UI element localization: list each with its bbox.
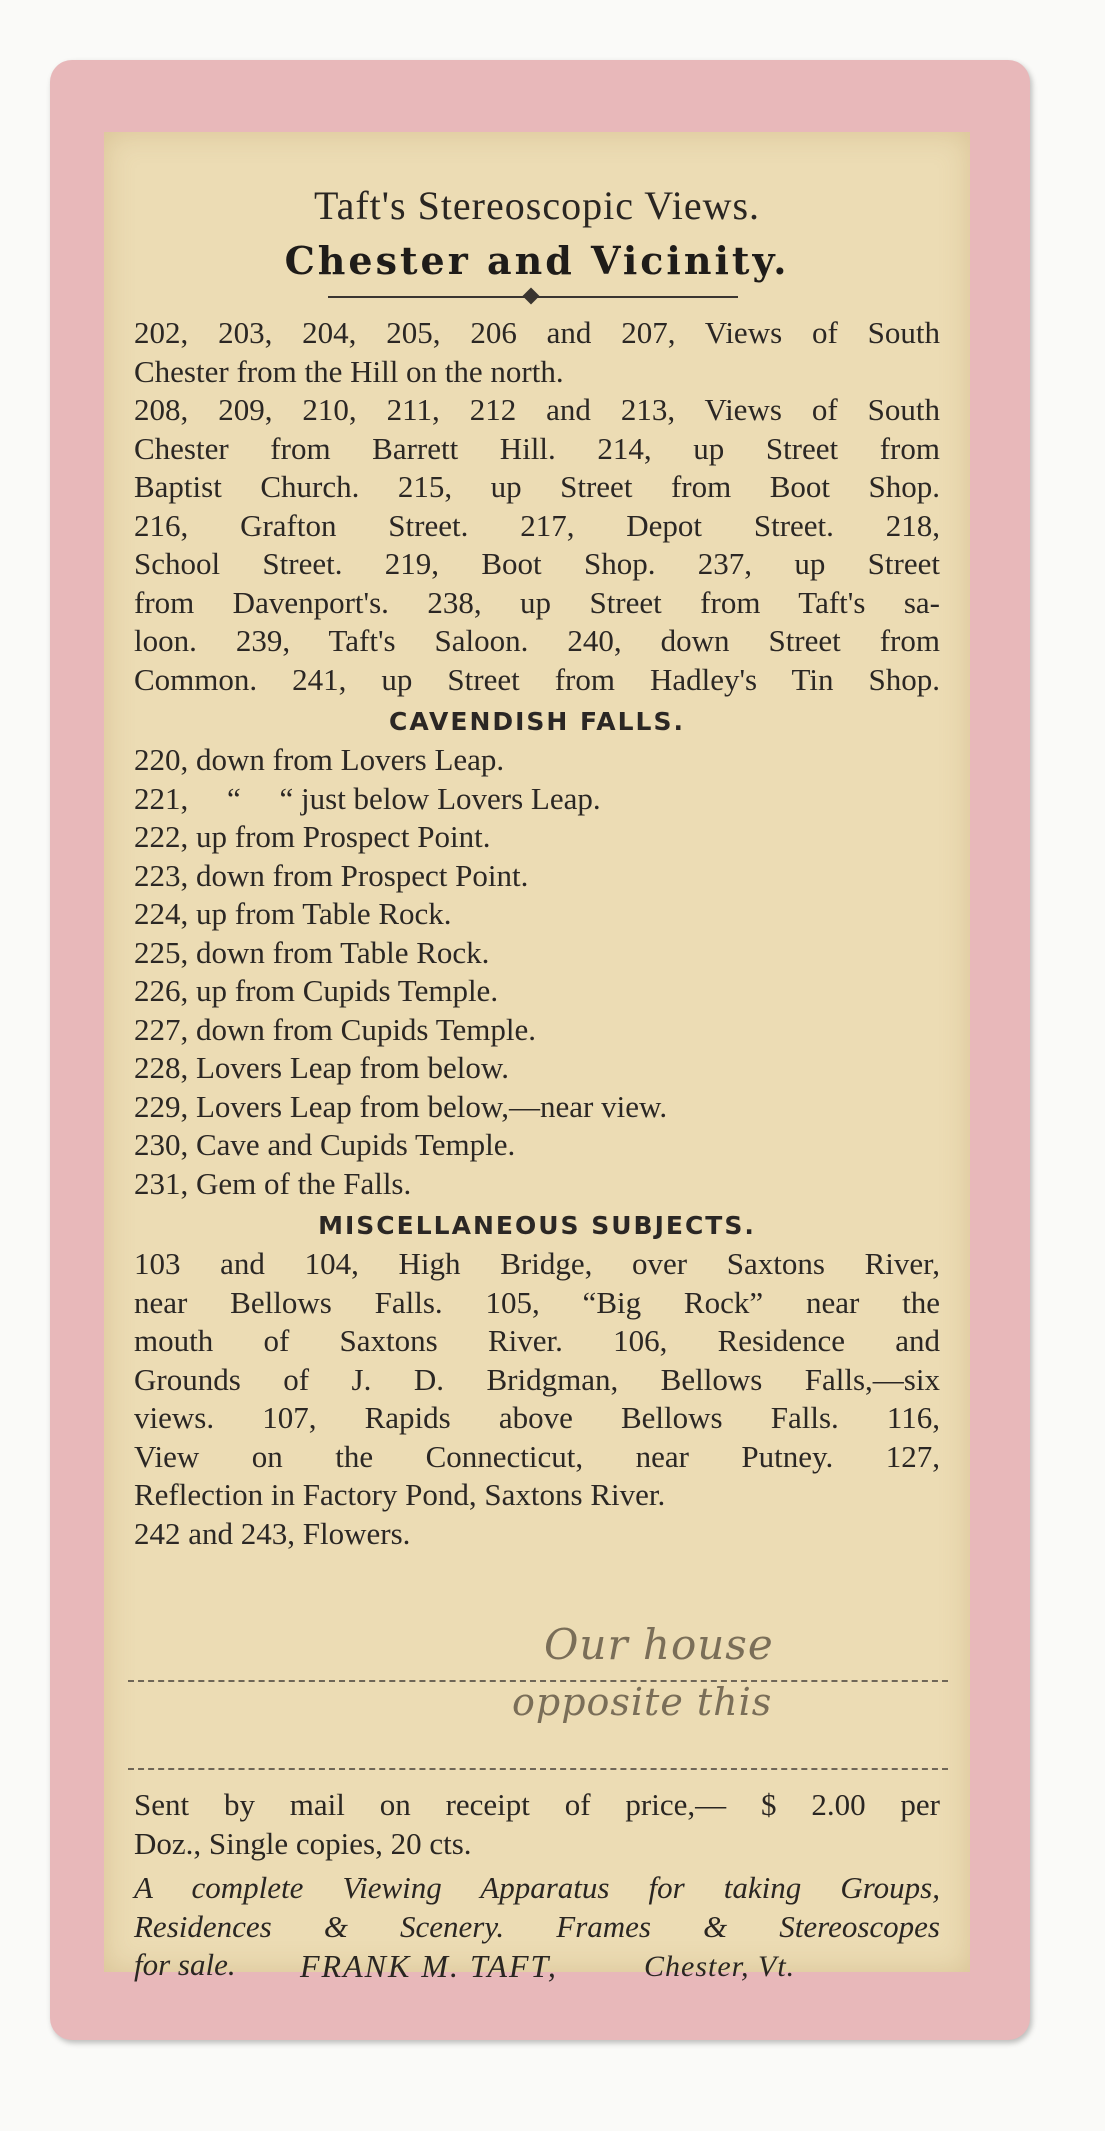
list-item: 231, Gem of the Falls.	[134, 1165, 412, 1201]
text-line: A complete Viewing Apparatus for taking Groups,	[134, 1870, 940, 1905]
text-line: Residences & Scenery. Frames & Stereoscopes	[134, 1908, 940, 1944]
signature-name: FRANK M. TAFT,	[300, 1948, 558, 1984]
printed-label	[104, 132, 970, 1984]
text-line: 216, Grafton Street. 217, Depot Street. 218,	[134, 507, 940, 543]
miscellaneous-paragraph	[134, 1245, 940, 1553]
miscellaneous-heading: MISCELLANEOUS SUBJECTS.	[318, 1211, 756, 1240]
list-item: 227, down from Cupids Temple.	[134, 1011, 536, 1047]
list-item: 220, down from Lovers Leap.	[134, 742, 505, 777]
text-line: 242 and 243, Flowers.	[134, 1515, 411, 1551]
list-item: 222, up from Prospect Point.	[134, 819, 491, 854]
list-item: 225, down from Table Rock.	[134, 934, 490, 970]
text-line: Chester from Barrett Hill. 214, up Street from	[134, 430, 940, 466]
list-item: 230, Cave and Cupids Temple.	[134, 1127, 516, 1162]
cavendish-falls-heading: CAVENDISH FALLS.	[389, 707, 685, 736]
text-line: Doz., Single copies, 20 cts.	[134, 1825, 472, 1861]
list-item: 229, Lovers Leap from below,—near view.	[134, 1088, 668, 1124]
list-item: 226, up from Cupids Temple.	[134, 973, 499, 1008]
list-item: 228, Lovers Leap from below.	[134, 1050, 510, 1085]
text-line: 103 and 104, High Bridge, over Saxtons River,	[134, 1246, 940, 1281]
dashed-separator-lower	[128, 1768, 948, 1770]
stereoview-card-mount	[50, 60, 1030, 2040]
text-line: Sent by mail on receipt of price,— $ 2.00 per	[134, 1787, 940, 1822]
text-line: for sale.	[134, 1947, 236, 1982]
list-item: 223, down from Prospect Point.	[134, 857, 529, 893]
text-line: from Davenport's. 238, up Street from Taft's sa-	[134, 584, 940, 620]
text-line: Reflection in Factory Pond, Saxtons River.	[134, 1477, 666, 1512]
price-paragraph	[134, 1786, 940, 1863]
text-line: Chester from the Hill on the north.	[134, 353, 564, 389]
card-title: Taft's Stereoscopic Views.	[313, 183, 761, 228]
text-line: near Bellows Falls. 105, “Big Rock” near the	[134, 1284, 940, 1320]
text-line: View on the Connecticut, near Putney. 127,	[134, 1438, 940, 1474]
divider-ornament-icon	[523, 288, 540, 305]
list-item: 221, “ “ just below Lovers Leap.	[134, 780, 601, 816]
chester-views-paragraph	[134, 314, 940, 699]
text-line: School Street. 219, Boot Shop. 237, up Street	[134, 546, 940, 581]
text-line: Baptist Church. 215, up Street from Boot Shop.	[134, 469, 940, 504]
text-line: Common. 241, up Street from Hadley's Tin Shop.	[134, 661, 940, 697]
text-line: 208, 209, 210, 211, 212 and 213, Views of South	[134, 392, 940, 427]
text-line: mouth of Saxtons River. 106, Residence and	[134, 1323, 940, 1358]
handwritten-note-line2: opposite this	[512, 1680, 773, 1724]
card-subtitle: Chester and Vicinity.	[284, 238, 790, 283]
chester-views-section	[134, 314, 940, 1553]
cavendish-falls-list	[134, 741, 940, 1203]
text-line: loon. 239, Taft's Saloon. 240, down Street from	[134, 623, 940, 658]
handwritten-note-line1: Our house	[544, 1620, 774, 1669]
text-line: views. 107, Rapids above Bellows Falls. 116,	[134, 1400, 940, 1435]
signature-place: Chester, Vt.	[644, 1950, 796, 1983]
list-item: 224, up from Table Rock.	[134, 896, 452, 931]
text-line: Grounds of J. D. Bridgman, Bellows Falls,—six	[134, 1361, 940, 1397]
text-line: 202, 203, 204, 205, 206 and 207, Views of South	[134, 315, 940, 350]
